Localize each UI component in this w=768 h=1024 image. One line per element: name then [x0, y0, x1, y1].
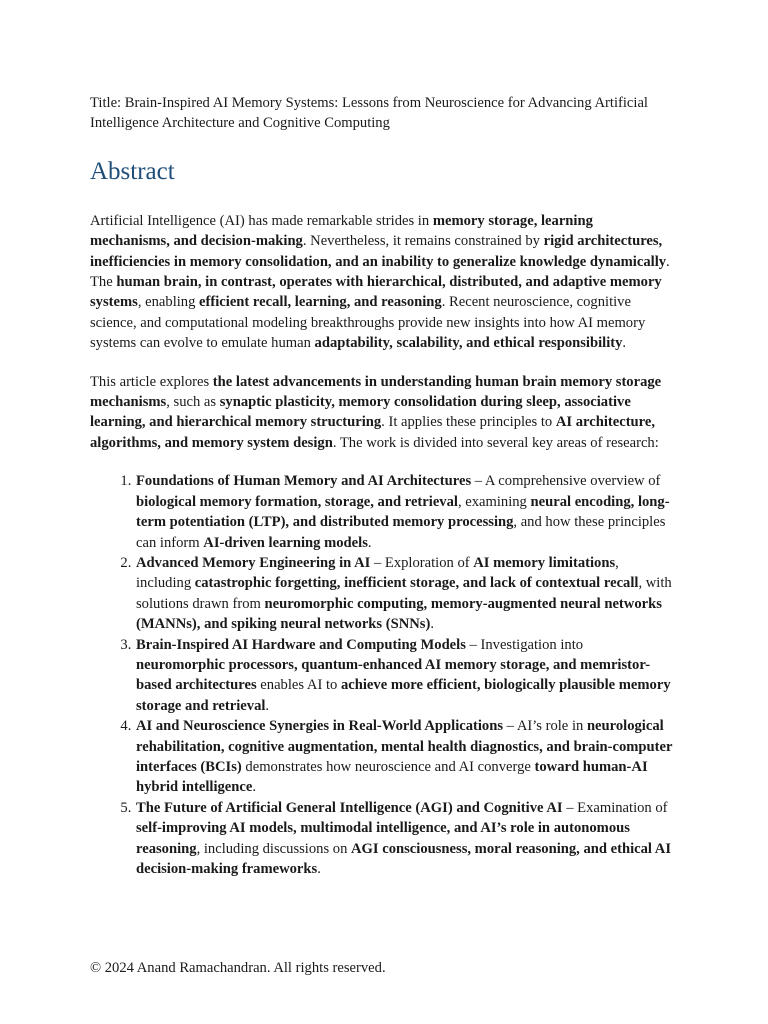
abstract-heading: Abstract [90, 157, 175, 185]
bold-text-run: neuromorphic computing, memory-augmented neural networks (MANNs), and spiking neural networks (SNNs) [136, 595, 662, 633]
bold-text-run: the latest advancements in understanding human brain memory storage mechanisms [90, 373, 662, 411]
text-run: – Investigation into [465, 636, 584, 653]
text-run: . [252, 779, 257, 796]
bold-text-run: neuromorphic processors, quantum-enhanced AI memory storage, and memristor-based architectures [136, 656, 651, 694]
document-title: Title: Brain-Inspired AI Memory Systems: Lessons from Neuroscience for Advancing Artificial Intelligence Architecture and Cognitive Computing [90, 95, 648, 132]
text-run: . [367, 534, 372, 551]
research-areas-list [90, 471, 675, 879]
text-run: . It applies these principles to [381, 414, 556, 431]
bold-text-run: AI and Neuroscience Synergies in Real-World Applications [136, 718, 504, 735]
text-run: – Examination of [562, 799, 668, 816]
text-run: , enabling [137, 294, 200, 311]
bold-text-run: biological memory formation, storage, and retrieval [136, 493, 458, 510]
bold-text-run: toward human-AI hybrid intelligence [136, 758, 648, 796]
list-item [135, 471, 675, 553]
abstract-paragraph-1 [90, 211, 675, 354]
text-run: This article explores [90, 373, 213, 390]
bold-text-run: adaptability, scalability, and ethical responsibility [314, 335, 623, 352]
bold-text-run: Foundations of Human Memory and AI Architectures [136, 473, 472, 490]
bold-text-run: synaptic plasticity, memory consolidation during sleep, associative learning, and hierarchical memory structuring [90, 394, 631, 431]
text-run: Artificial Intelligence (AI) has made remarkable strides in [90, 212, 433, 229]
list-item [135, 553, 675, 635]
bold-text-run: efficient recall, learning, and reasoning [199, 294, 442, 311]
text-run: – A comprehensive overview of [471, 473, 661, 490]
abstract-paragraph-2 [90, 372, 675, 454]
text-run: – Exploration of [370, 554, 474, 571]
text-run: , including discussions on [196, 840, 352, 857]
list-item [135, 716, 675, 798]
text-run: . [430, 616, 434, 633]
bold-text-run: neural encoding, long-term potentiation (LTP), and distributed memory processing [136, 493, 670, 531]
text-run: demonstrates how neuroscience and AI converge [241, 758, 535, 775]
bold-text-run: AGI consciousness, moral reasoning, and ethical AI decision-making frameworks [136, 840, 672, 877]
bold-text-run: The Future of Artificial General Intelligence (AGI) and Cognitive AI [136, 799, 563, 816]
text-run: . The [90, 253, 670, 291]
text-run: . [622, 335, 627, 352]
bold-text-run: neurological rehabilitation, cognitive augmentation, mental health diagnostics, and brain-computer interfaces (BCIs) [136, 718, 673, 775]
bold-text-run: memory storage, learning mechanisms, and decision-making [90, 212, 593, 250]
text-run: , and how these principles can inform [136, 514, 666, 551]
text-run: . Recent neuroscience, cognitive science, and computational modeling breakthroughs provide new insights into how AI memory systems can evolve to emulate human [90, 294, 646, 352]
bold-text-run: human brain, in contrast, operates with hierarchical, distributed, and adaptive memory systems [90, 274, 662, 311]
text-run: – AI’s role in [503, 718, 587, 735]
bold-text-run: achieve more efficient, biologically plausible memory storage and retrieval [136, 677, 671, 714]
text-run: , including [136, 554, 619, 592]
bold-text-run: Brain-Inspired AI Hardware and Computing Models [136, 636, 466, 653]
bold-text-run: rigid architectures, inefficiencies in memory consolidation, and an inability to generalize knowledge dynamically [90, 233, 667, 270]
bold-text-run: AI architecture, algorithms, and memory system design [90, 414, 656, 451]
list-item [135, 635, 675, 717]
text-run: . [317, 861, 321, 877]
text-run: , examining [457, 493, 531, 510]
text-run: . Nevertheless, it remains constrained by [302, 233, 544, 250]
text-run: . [265, 697, 270, 714]
text-run: , such as [166, 394, 220, 411]
text-run: enables AI to [256, 677, 341, 694]
document-body [90, 93, 675, 879]
bold-text-run: AI memory limitations [473, 554, 616, 571]
copyright-footer: © 2024 Anand Ramachandran. All rights reserved. [90, 960, 386, 976]
bold-text-run: Advanced Memory Engineering in AI [136, 554, 371, 571]
text-run: . The work is divided into several key areas of research: [332, 434, 659, 451]
bold-text-run: catastrophic forgetting, inefficient storage, and lack of contextual recall [194, 575, 639, 592]
list-item [135, 798, 675, 880]
text-run: , with solutions drawn from [136, 575, 672, 612]
bold-text-run: self-improving AI models, multimodal intelligence, and AI’s role in autonomous reasoning [136, 820, 630, 857]
bold-text-run: AI-driven learning models [203, 534, 368, 551]
